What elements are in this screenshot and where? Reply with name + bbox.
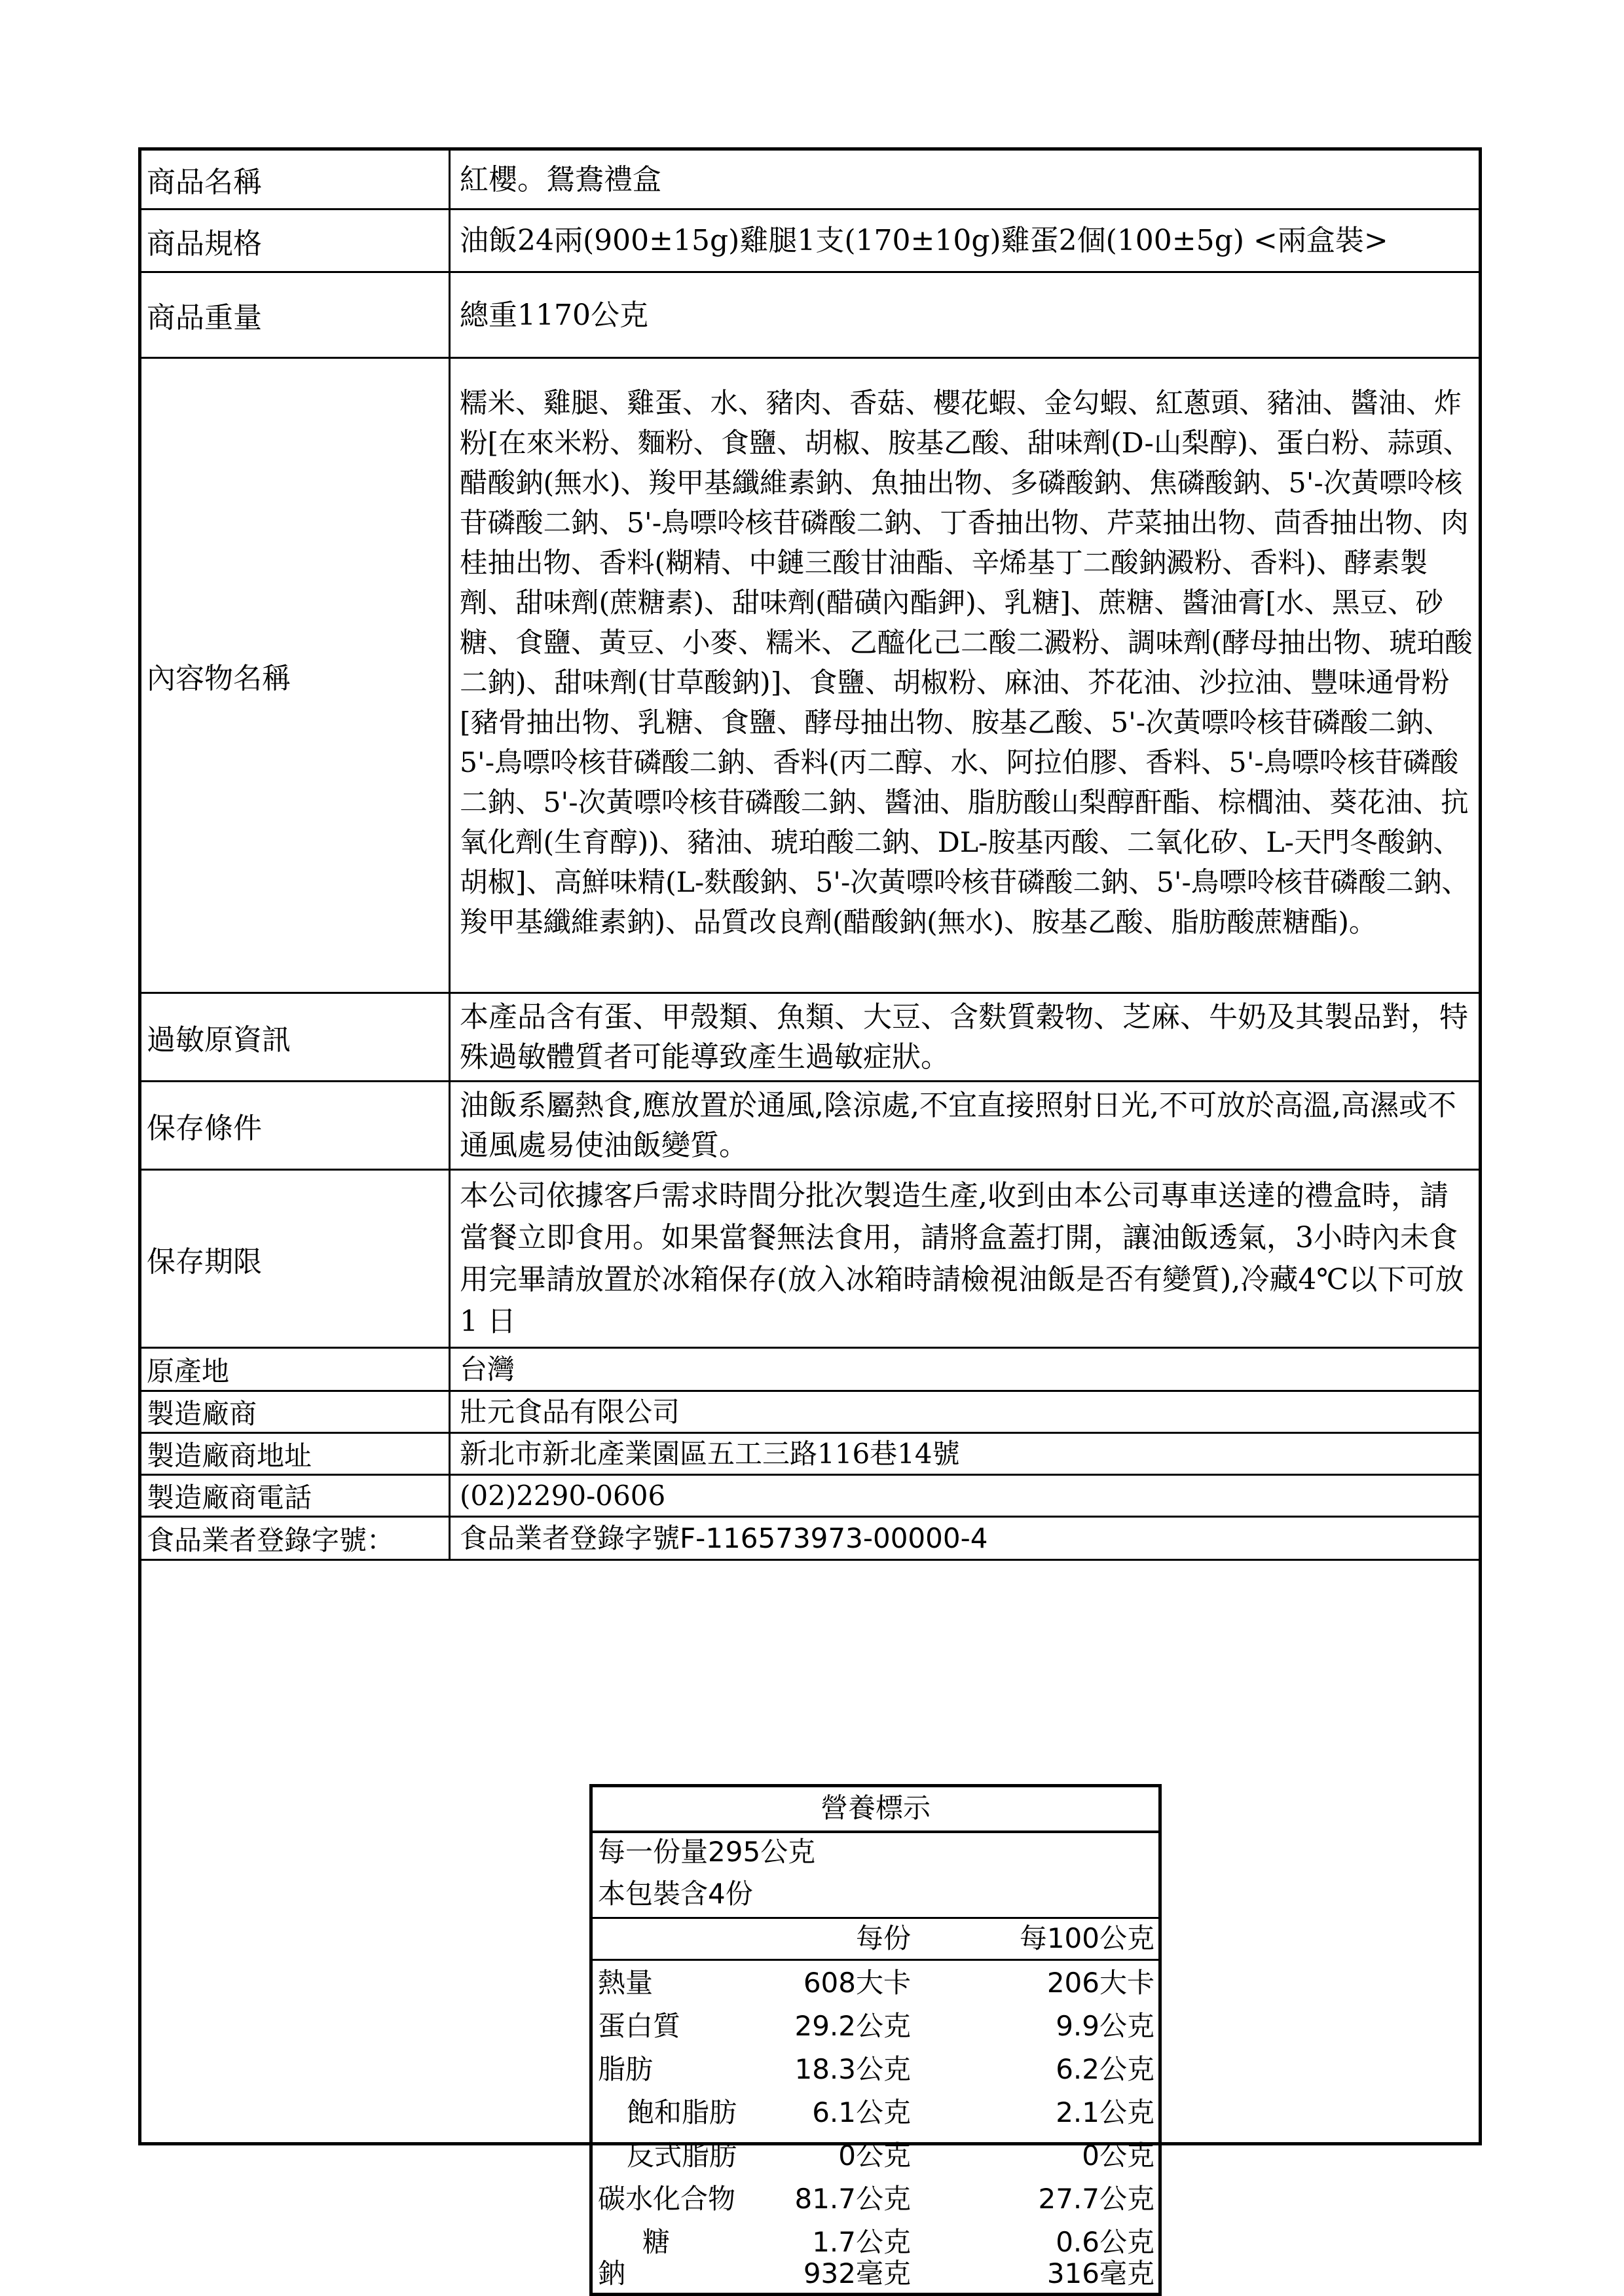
registration-code: F-116573973-00000-4 — [680, 1522, 988, 1554]
registration-prefix: 食品業者登錄字號 — [460, 1522, 680, 1554]
nutrient-per-100g: 2.1公克 — [1056, 2096, 1154, 2128]
label-storage-conditions: 保存條件 — [141, 1082, 451, 1169]
label-manufacturer-phone: 製造廠商電話 — [141, 1476, 451, 1516]
value-product-weight: 總重1170公克 — [460, 298, 648, 332]
label-product-name: 商品名稱 — [141, 151, 451, 208]
nutrient-per-100g: 206大卡 — [1046, 1967, 1154, 1999]
value-ingredients: 糯米、雞腿、雞蛋、水、豬肉、香菇、櫻花蝦、金勾蝦、紅蔥頭、豬油、醬油、炸粉[在來米粉、麵粉、食鹽、胡椒、胺基乙酸、甜味劑(D-山梨醇)、蛋白粉、蒜頭、醋酸鈉(無水)、羧甲基纖維素鈉、魚抽出物、多磷酸鈉、焦磷酸鈉、5'-次黃嘌呤核苷磷酸二鈉、5'-鳥嘌呤核苷磷酸二鈉、丁香抽出物、芹菜抽出物、茴香抽出物、肉桂抽出物、香料(糊精、中鏈三酸甘油酯、辛烯基丁二酸鈉澱粉、香料)、酵素製劑、甜味劑(蔗糖素)、甜味劑(醋磺內酯鉀)、乳糖]、蔗糖、醬油膏[水、黑豆、砂糖、食鹽、黃豆、小麥、糯米、乙醯化己二酸二澱粉、調味劑(酵母抽出物、琥珀酸二鈉)、甜味劑(甘草酸鈉)]、食鹽、胡椒粉、麻油、芥花油、沙拉油、豐味通骨粉[豬骨抽出物、乳糖、食鹽、酵母抽出物、胺基乙酸、5'-次黃嘌呤核苷磷酸二鈉、5'-鳥嘌呤核苷磷酸二鈉、香料(丙二醇、水、阿拉伯膠、香料、5'-鳥嘌呤核苷磷酸二鈉、5'-次黃嘌呤核苷磷酸二鈉、醬油、脂肪酸山梨醇酐酯、棕櫚油、葵花油、抗氧化劑(生育醇))、豬油、琥珀酸二鈉、DL-胺基丙酸、二氧化矽、L-天門冬酸鈉、胡椒]、高鮮味精(L-麩酸鈉、5'-次黃嘌呤核苷磷酸二鈉、5'-鳥嘌呤核苷磷酸二鈉、羧甲基纖維素鈉)、品質改良劑(醋酸鈉(無水)、胺基乙酸、脂肪酸蔗糖酯)。 — [460, 388, 1473, 939]
nutrition-row-sodium — [593, 2252, 1158, 2295]
nutrient-per-serving: 6.1公克 — [812, 2096, 911, 2128]
nutrition-divider — [593, 1959, 1158, 1961]
nutrient-name: 脂肪 — [598, 2053, 654, 2085]
value-manufacturer: 壯元食品有限公司 — [460, 1396, 680, 1428]
nutrition-facts-table — [589, 1784, 1162, 2296]
nutrition-serving-size: 每一份量295公克 — [598, 1836, 816, 1868]
row-ingredients — [141, 359, 1479, 994]
value-food-business-registration — [453, 1518, 1479, 1559]
row-food-business-registration — [141, 1518, 1479, 1561]
value-origin: 台灣 — [460, 1353, 515, 1385]
nutrition-row-calories — [593, 1961, 1158, 2005]
label-allergen: 過敏原資訊 — [141, 994, 451, 1080]
nutrition-title: 營養標示 — [593, 1787, 1158, 1833]
label-shelf-life: 保存期限 — [141, 1171, 451, 1347]
nutrient-name: 糖 — [642, 2226, 671, 2258]
row-product-spec — [141, 210, 1479, 273]
value-storage-conditions: 油飯系屬熱食,應放置於通風,陰涼處,不宜直接照射日光,不可放於高溫,高濕或不通風處易使油飯變質。 — [460, 1089, 1456, 1162]
nutrient-name: 蛋白質 — [598, 2010, 681, 2042]
nutrient-per-serving: 932毫克 — [803, 2257, 911, 2289]
nutrition-row-carbohydrate — [593, 2178, 1158, 2221]
nutrition-row-trans-fat — [593, 2134, 1158, 2178]
row-manufacturer-address — [141, 1434, 1479, 1476]
nutrient-per-serving: 29.2公克 — [794, 2010, 911, 2042]
nutrient-per-100g: 316毫克 — [1046, 2257, 1154, 2289]
label-food-business-registration: 食品業者登錄字號： — [141, 1518, 451, 1559]
nutrition-servings-per-package: 本包裝含4份 — [598, 1878, 753, 1910]
nutrient-per-100g: 0.6公克 — [1056, 2226, 1154, 2258]
nutrient-per-serving: 1.7公克 — [812, 2226, 911, 2258]
value-allergen: 本產品含有蛋、甲殼類、魚類、大豆、含麩質穀物、芝麻、牛奶及其製品對，特殊過敏體質者可能導致產生過敏症狀。 — [460, 1000, 1468, 1074]
value-product-spec: 油飯24兩(900±15g)雞腿1支(170±10g)雞蛋2個(100±5g) <兩盒裝> — [460, 224, 1388, 257]
value-manufacturer-phone: (02)2290-0606 — [460, 1480, 666, 1512]
nutrient-name: 反式脂肪 — [627, 2140, 737, 2172]
nutrient-per-100g: 27.7公克 — [1038, 2183, 1154, 2215]
nutrition-row-saturated-fat — [593, 2091, 1158, 2134]
nutrient-per-serving: 608大卡 — [803, 1967, 911, 1999]
nutrient-per-serving: 18.3公克 — [794, 2053, 911, 2085]
label-ingredients: 內容物名稱 — [141, 359, 451, 992]
nutrient-name: 碳水化合物 — [598, 2183, 736, 2215]
nutrient-per-serving: 81.7公克 — [794, 2183, 911, 2215]
row-shelf-life — [141, 1171, 1479, 1349]
row-origin — [141, 1349, 1479, 1392]
nutrition-header-per-100g: 每100公克 — [1019, 1922, 1154, 1954]
row-product-name — [141, 151, 1479, 210]
nutrient-per-100g: 9.9公克 — [1056, 2010, 1154, 2042]
product-info-sheet — [138, 147, 1482, 2289]
row-manufacturer-phone — [141, 1476, 1479, 1518]
label-manufacturer-address: 製造廠商地址 — [141, 1434, 451, 1474]
row-allergen — [141, 994, 1479, 1082]
nutrient-name: 熱量 — [598, 1967, 654, 1999]
value-shelf-life: 本公司依據客戶需求時間分批次製造生產,收到由本公司專車送達的禮盒時，請當餐立即食用。如果當餐無法食用，請將盒蓋打開，讓油飯透氣，3小時內未食用完畢請放置於冰箱保存(放入冰箱時請檢視油飯是否有變質),冷藏4℃以下可放 1 日 — [460, 1178, 1464, 1338]
label-manufacturer: 製造廠商 — [141, 1392, 451, 1432]
nutrition-row-protein — [593, 2005, 1158, 2048]
nutrition-row-fat — [593, 2048, 1158, 2091]
row-storage-conditions — [141, 1082, 1479, 1171]
label-origin: 原產地 — [141, 1349, 451, 1390]
nutrient-name: 鈉 — [598, 2257, 626, 2289]
row-product-weight — [141, 273, 1479, 359]
label-product-weight: 商品重量 — [141, 273, 451, 357]
nutrient-per-100g: 6.2公克 — [1056, 2053, 1154, 2085]
nutrient-name: 飽和脂肪 — [627, 2096, 737, 2128]
value-manufacturer-address: 新北市新北產業園區五工三路116巷14號 — [460, 1438, 960, 1470]
nutrient-per-serving: 0公克 — [838, 2140, 911, 2172]
row-manufacturer — [141, 1392, 1479, 1434]
label-product-spec: 商品規格 — [141, 210, 451, 271]
nutrient-per-100g: 0公克 — [1082, 2140, 1154, 2172]
nutrition-header-per-serving: 每份 — [855, 1922, 911, 1954]
value-product-name: 紅櫻。鴛鴦禮盒 — [460, 162, 661, 196]
